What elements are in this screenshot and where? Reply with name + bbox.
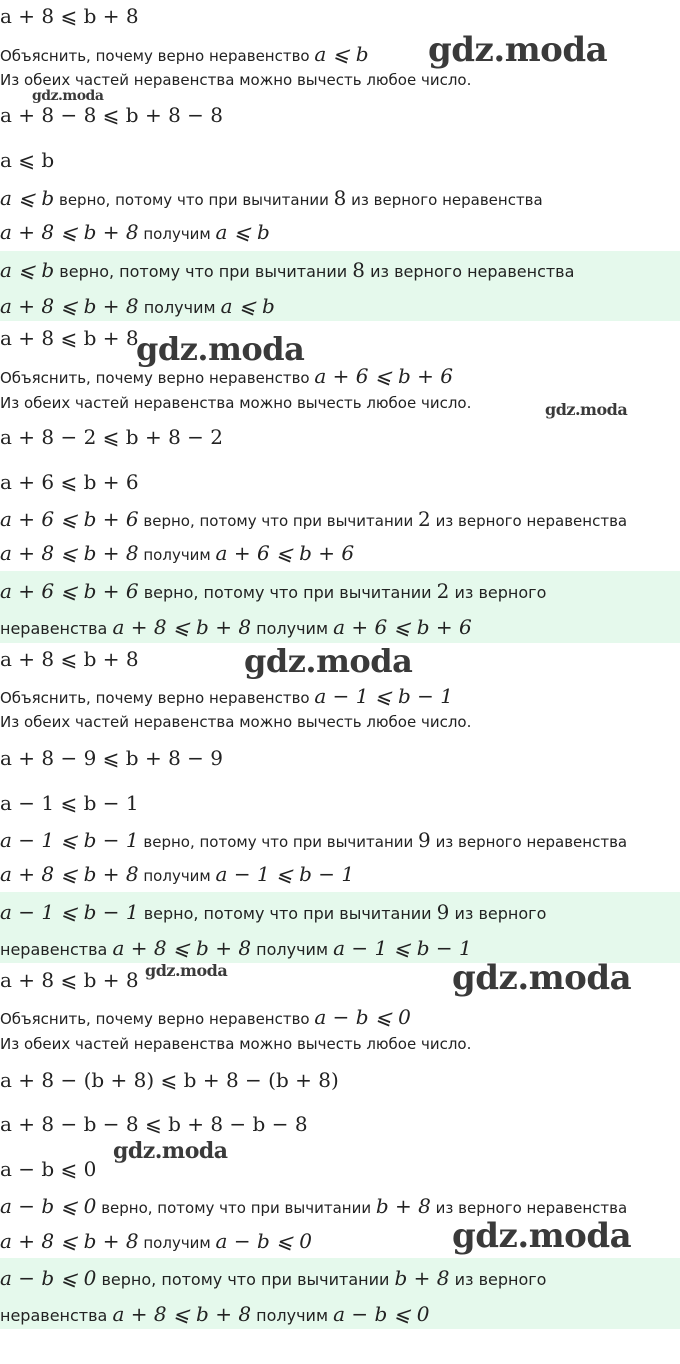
- answer-line: [0, 579, 546, 603]
- expl-text: из верного неравенства: [435, 833, 628, 851]
- task-line: [0, 42, 369, 66]
- explanation-line: [0, 862, 354, 886]
- answer-text: верно, потому что при вычитании: [143, 904, 432, 923]
- answer-ineq: a + 8 ⩽ b + 8: [112, 1302, 252, 1326]
- answer-result: a ⩽ b: [220, 294, 275, 318]
- task-prefix: Объяснить, почему верно неравенство: [0, 689, 310, 707]
- task-line: [0, 684, 453, 708]
- answer-number: b + 8: [394, 1266, 450, 1290]
- answer-math: a ⩽ b: [0, 258, 55, 282]
- watermark-logo: gdz.moda: [452, 1216, 632, 1256]
- expl-math: a ⩽ b: [0, 186, 55, 210]
- answer-text: получим: [256, 1306, 329, 1325]
- answer-line: [0, 1266, 546, 1290]
- answer-math: a − 1 ⩽ b − 1: [0, 900, 139, 924]
- answer-ineq: a + 8 ⩽ b + 8: [112, 936, 252, 960]
- rule-text: Из обеих частей неравенства можно вычесть любое число.: [0, 713, 472, 731]
- expl-result: a ⩽ b: [215, 220, 270, 244]
- explanation-line: [0, 507, 627, 531]
- answer-text: получим: [256, 619, 329, 638]
- answer-text: из верного неравенства: [370, 262, 575, 281]
- answer-math: a − b ⩽ 0: [0, 1266, 97, 1290]
- step-line: a + 6 ⩽ b + 6: [0, 470, 139, 494]
- rule-text: Из обеих частей неравенства можно вычесть любое число.: [0, 394, 472, 412]
- expl-result: a − 1 ⩽ b − 1: [215, 862, 355, 886]
- answer-line: [0, 1302, 430, 1326]
- answer-number: 9: [436, 900, 450, 924]
- step-line: a − b ⩽ 0: [0, 1157, 97, 1181]
- watermark-logo: gdz.moda: [244, 642, 413, 680]
- answer-text: неравенства: [0, 1306, 108, 1325]
- expl-ineq: a + 8 ⩽ b + 8: [0, 1229, 139, 1253]
- task-prefix: Объяснить, почему верно неравенство: [0, 1010, 310, 1028]
- expl-number: 2: [418, 507, 431, 531]
- expl-ineq: a + 8 ⩽ b + 8: [0, 862, 139, 886]
- watermark-logo: gdz.moda: [428, 30, 608, 70]
- expl-number: 8: [333, 186, 347, 210]
- given-inequality: a + 8 ⩽ b + 8: [0, 647, 139, 671]
- expl-text: получим: [143, 1234, 211, 1252]
- watermark-logo: gdz.moda: [545, 400, 628, 419]
- answer-text: верно, потому что при вычитании: [101, 1270, 390, 1289]
- answer-line: [0, 258, 574, 282]
- task-math: a − 1 ⩽ b − 1: [314, 684, 453, 708]
- answer-ineq: a + 8 ⩽ b + 8: [112, 615, 252, 639]
- answer-text: неравенства: [0, 940, 108, 959]
- expl-result: a − b ⩽ 0: [215, 1229, 312, 1253]
- answer-ineq: a + 8 ⩽ b + 8: [0, 294, 139, 318]
- expl-text: получим: [143, 225, 211, 243]
- explanation-line: [0, 828, 627, 852]
- answer-line: [0, 615, 472, 639]
- expl-math: a + 6 ⩽ b + 6: [0, 507, 139, 531]
- given-inequality: a + 8 ⩽ b + 8: [0, 4, 139, 28]
- answer-text: получим: [143, 298, 216, 317]
- given-inequality: a + 8 ⩽ b + 8: [0, 326, 139, 350]
- step-line: a − 1 ⩽ b − 1: [0, 791, 139, 815]
- answer-text: верно, потому что при вычитании: [143, 583, 432, 602]
- explanation-line: [0, 541, 354, 565]
- step-line: a + 8 − b − 8 ⩽ b + 8 − b − 8: [0, 1112, 308, 1136]
- expl-result: a + 6 ⩽ b + 6: [215, 541, 355, 565]
- expl-text: получим: [143, 867, 211, 885]
- expl-text: верно, потому что при вычитании: [143, 512, 414, 530]
- task-math: a ⩽ b: [314, 42, 369, 66]
- expl-math: a − b ⩽ 0: [0, 1194, 97, 1218]
- watermark-logo: gdz.moda: [113, 1138, 228, 1164]
- expl-text: из верного неравенства: [351, 191, 543, 209]
- answer-line: [0, 936, 472, 960]
- step-line: a + 8 − 2 ⩽ b + 8 − 2: [0, 425, 223, 449]
- watermark-logo: gdz.moda: [136, 330, 305, 368]
- answer-text: верно, потому что при вычитании: [59, 262, 348, 281]
- explanation-line: [0, 1229, 312, 1253]
- answer-text: из верного: [454, 1270, 547, 1289]
- answer-result: a − 1 ⩽ b − 1: [333, 936, 472, 960]
- answer-text: получим: [256, 940, 329, 959]
- expl-ineq: a + 8 ⩽ b + 8: [0, 541, 139, 565]
- answer-text: неравенства: [0, 619, 108, 638]
- answer-text: из верного: [454, 904, 547, 923]
- task-line: [0, 1005, 411, 1029]
- rule-text: Из обеих частей неравенства можно вычесть любое число.: [0, 1035, 472, 1053]
- answer-number: 8: [352, 258, 366, 282]
- answer-result: a − b ⩽ 0: [333, 1302, 430, 1326]
- expl-text: получим: [143, 546, 211, 564]
- watermark-logo: gdz.moda: [452, 958, 632, 998]
- expl-text: из верного неравенства: [435, 1199, 628, 1217]
- watermark-logo: gdz.moda: [145, 961, 228, 980]
- step-line: a + 8 − 9 ⩽ b + 8 − 9: [0, 746, 223, 770]
- answer-math: a + 6 ⩽ b + 6: [0, 579, 139, 603]
- expl-number: b + 8: [375, 1194, 431, 1218]
- answer-number: 2: [436, 579, 450, 603]
- expl-number: 9: [418, 828, 431, 852]
- explanation-line: [0, 186, 543, 210]
- task-prefix: Объяснить, почему верно неравенство: [0, 369, 310, 387]
- expl-math: a − 1 ⩽ b − 1: [0, 828, 139, 852]
- step-line: a + 8 − 8 ⩽ b + 8 − 8: [0, 103, 223, 127]
- answer-result: a + 6 ⩽ b + 6: [333, 615, 472, 639]
- step-line: a + 8 − (b + 8) ⩽ b + 8 − (b + 8): [0, 1068, 339, 1092]
- expl-text: из верного неравенства: [435, 512, 628, 530]
- answer-text: из верного: [454, 583, 547, 602]
- expl-ineq: a + 8 ⩽ b + 8: [0, 220, 139, 244]
- step-line: a ⩽ b: [0, 148, 55, 172]
- watermark-logo: gdz.moda: [32, 88, 104, 104]
- answer-line: [0, 900, 546, 924]
- task-math: a − b ⩽ 0: [314, 1005, 411, 1029]
- task-prefix: Объяснить, почему верно неравенство: [0, 47, 310, 65]
- explanation-line: [0, 1194, 627, 1218]
- task-math: a + 6 ⩽ b + 6: [314, 364, 453, 388]
- answer-line: [0, 294, 275, 318]
- expl-text: верно, потому что при вычитании: [101, 1199, 372, 1217]
- expl-text: верно, потому что при вычитании: [58, 191, 329, 209]
- given-inequality: a + 8 ⩽ b + 8: [0, 968, 139, 992]
- expl-text: верно, потому что при вычитании: [143, 833, 414, 851]
- explanation-line: [0, 220, 270, 244]
- rule-text: Из обеих частей неравенства можно вычесть любое число.: [0, 71, 472, 89]
